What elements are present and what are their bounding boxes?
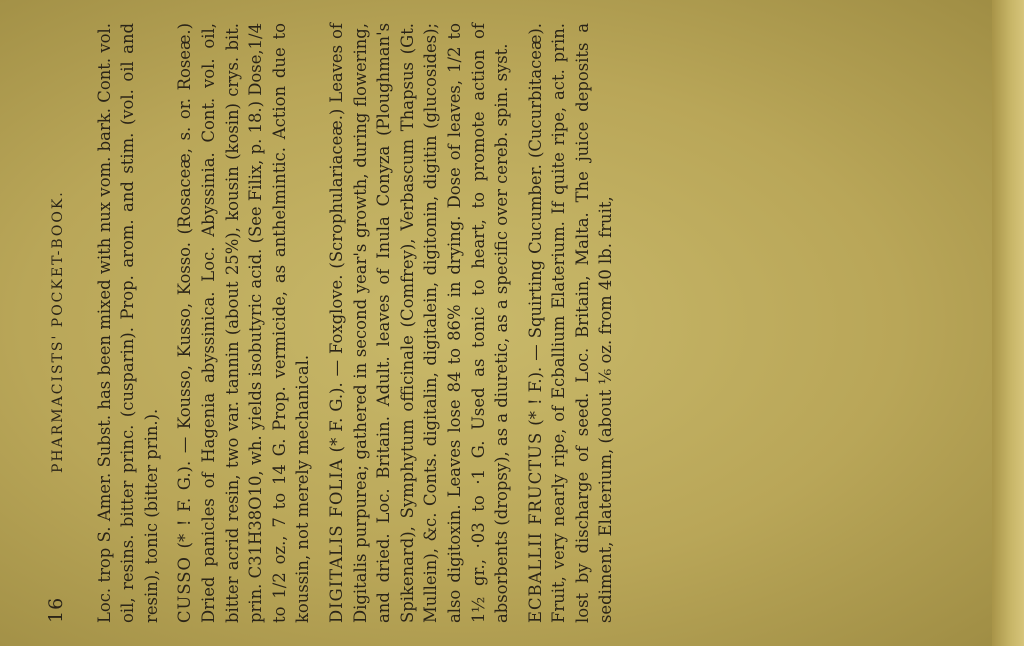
rotated-book-page bbox=[37, 23, 937, 623]
page-number: 16 bbox=[45, 596, 67, 623]
entry-ecballii bbox=[524, 23, 618, 623]
entry-cusso bbox=[173, 23, 315, 623]
entry-headword: ECBALLII FRUCTUS bbox=[525, 431, 545, 623]
entry-cusparia-continued bbox=[93, 23, 164, 623]
entry-headword: CUSSO bbox=[175, 556, 195, 623]
entry-text: (* F. G.). — Foxglove. (Scrophulariaceæ.) Leaves of Digitalis purpurea; gathered in second year's growth, during flowering, and dried. Loc. Britain. Adult. leaves of Inula Conyza (Ploughman's Spikenard), Symphytum officinale (Comfrey), Verbascum Thapsus (Gt. Mullein), &c. Conts. digitalin, digitalein, digitonin, digitin (glucosides); also digitoxin. Leaves lose 84 to 86% in drying. Dose of leaves, 1/2 to 1½ gr., ·03 to ·1 G. Used as tonic to heart, to promote action of absorbents (dropsy), as a diuretic, as a specific over cereb. spin. syst. bbox=[326, 23, 512, 623]
running-head bbox=[45, 23, 71, 623]
entry-text: (* ! F.). — Squirting Cucumber. (Cucurbitaceæ). Fruit, very nearly ripe, of Ecballium Elaterium. If quite ripe, act. prin. lost by discharge of seed. Loc. Britain, Malta. The juice deposits a sediment, Elaterium, (about ⅙ oz. from 40 lb. fruit, bbox=[525, 23, 616, 623]
running-title: PHARMACISTS' POCKET-BOOK. bbox=[50, 190, 66, 473]
entry-headword: DIGITALIS FOLIA bbox=[326, 458, 346, 623]
page-edge bbox=[992, 0, 1024, 646]
entry-digitalis bbox=[325, 23, 514, 623]
entry-text: Loc. trop S. Amer. Subst. has been mixed with nux vom. bark. Cont. vol. oil, resins. bitter princ. (cusparin). Prop. arom. and stim. (vol. oil and resin), tonic (bitter prin.). bbox=[94, 23, 161, 623]
entry-text: (* ! F. G.). — Kousso, Kusso, Kosso. (Rosaceæ, s. or. Roseæ.) Dried panicles of Hagenia abyssinica. Loc. Abyssinia. Cont. vol. oil, bitter acrid resin, two var. tannin (about 25%), kousin (kosin) crys. bit. prin. C31H38O10, wh. yields isobutyric acid. (See Filix, p. 18.) Dose,1/4 to 1/2 oz., 7 to 14 G. Prop. vermicide, as anthelmintic. Action due to koussin, not merely mechanical. bbox=[175, 23, 313, 623]
